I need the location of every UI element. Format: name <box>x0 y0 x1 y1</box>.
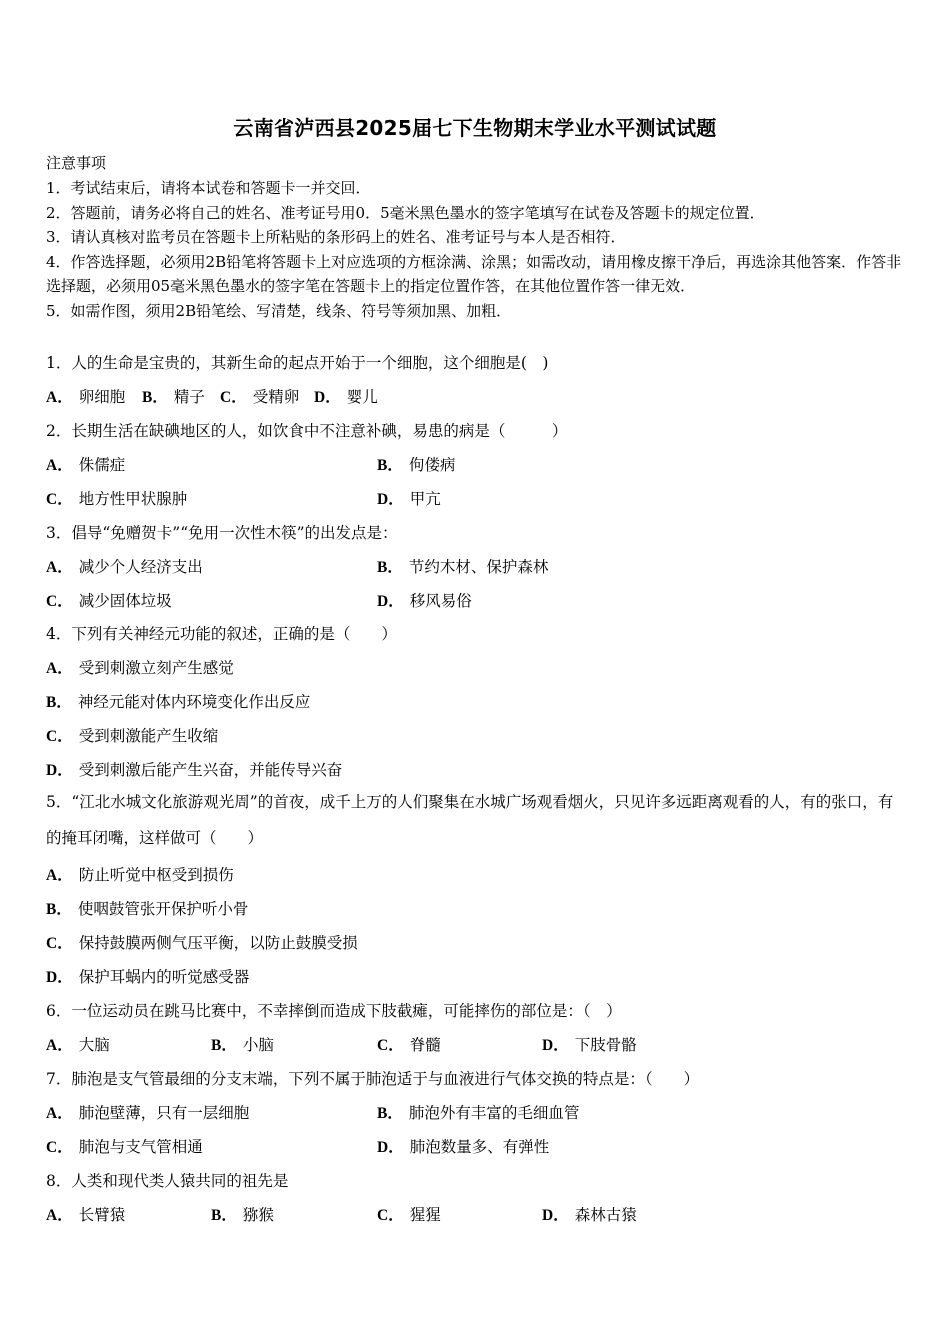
question-5-stem: 5．“江北水城文化旅游观光周”的首夜，成千上万的人们聚集在水城广场观看烟火，只见许多远距离观看的人，有的张口，有的掩耳闭嘴，这样做可（ ） <box>46 793 894 847</box>
question-3-stem: 3．倡导“免赠贺卡”“免用一次性木筷”的出发点是： <box>46 524 398 542</box>
question-7-option-d: D． 肺泡数量多、有弹性 <box>377 1138 550 1156</box>
question-4-option-a: A． 受到刺激立刻产生感觉 <box>46 659 234 677</box>
question-7-option-b: B． 肺泡外有丰富的毛细血管 <box>377 1104 580 1122</box>
question-7-option-a: A． 肺泡壁薄，只有一层细胞 <box>46 1104 250 1122</box>
question-3-option-b: B． 节约木材、保护森林 <box>377 558 549 576</box>
notice-item: 3．请认真核对监考员在答题卡上所粘贴的条形码上的姓名、准考证号与本人是否相符． <box>46 228 626 246</box>
question-7-stem: 7．肺泡是支气管最细的分支末端，下列不属于肺泡适于与血液进行气体交换的特点是：（ ） <box>46 1070 700 1088</box>
notice-list <box>46 176 904 323</box>
question-4-stem: 4．下列有关神经元功能的叙述，正确的是（ ） <box>46 625 397 643</box>
question-2-option-d: D． 甲亢 <box>377 490 441 508</box>
question-1-option-a: A． 卵细胞 <box>46 388 126 406</box>
question-8-option-d: D． 森林古猿 <box>542 1206 637 1224</box>
question-6-stem: 6．一位运动员在跳马比赛中，不幸摔倒而造成下肢截瘫，可能摔伤的部位是：（ ） <box>46 1002 622 1020</box>
question-8-option-b: B． 猕猴 <box>211 1206 274 1224</box>
question-1-option-b: B． 精子 <box>142 388 205 406</box>
notice-item: 5．如需作图，须用2B铅笔绘、写清楚，线条、符号等须加黑、加粗． <box>46 301 512 320</box>
page-title: 云南省泸西县2025届七下生物期末学业水平测试试题 <box>233 116 717 140</box>
question-4-option-b: B． 神经元能对体内环境变化作出反应 <box>46 693 311 711</box>
question-6-option-a: A． 大脑 <box>46 1036 110 1054</box>
question-2-option-c: C． 地方性甲状腺肿 <box>46 490 188 508</box>
question-5-option-d: D． 保护耳蜗内的听觉感受器 <box>46 968 250 986</box>
notice-item: 1．考试结束后，请将本试卷和答题卡一并交回． <box>46 179 371 197</box>
question-6-option-b: B． 小脑 <box>211 1036 274 1054</box>
question-5-option-c: C． 保持鼓膜两侧气压平衡，以防止鼓膜受损 <box>46 934 358 952</box>
question-8-option-c: C． 猩猩 <box>377 1206 441 1224</box>
question-4-option-c: C． 受到刺激能产生收缩 <box>46 727 219 745</box>
question-1-option-c: C． 受精卵 <box>220 388 300 406</box>
notice-heading: 注意事项 <box>46 154 107 172</box>
question-1-option-d: D． 婴儿 <box>314 388 378 406</box>
question-3-option-c: C． 减少固体垃圾 <box>46 592 172 610</box>
notice-item: 2．答题前，请务必将自己的姓名、准考证号用0．5毫米黑色墨水的签字笔填写在试卷及答题卡的规定位置． <box>46 203 765 222</box>
question-5-option-a: A． 防止听觉中枢受到损伤 <box>46 866 234 884</box>
question-3-option-d: D． 移风易俗 <box>377 592 472 610</box>
notice-item: 4．作答选择题，必须用2B铅笔将答题卡上对应选项的方框涂满、涂黑；如需改动，请用橡皮擦干净后，再选涂其他答案．作答非选择题，必须用05毫米黑色墨水的签字笔在答题卡上的指定位置作答，在其他位置作答一律无效． <box>46 252 902 295</box>
question-2-option-a: A． 侏儒症 <box>46 456 126 474</box>
question-7-option-c: C． 肺泡与支气管相通 <box>46 1138 203 1156</box>
question-2-stem: 2．长期生活在缺碘地区的人，如饮食中不注意补碘，易患的病是（ ） <box>46 422 568 440</box>
question-6-option-d: D． 下肢骨骼 <box>542 1036 637 1054</box>
question-3-option-a: A． 减少个人经济支出 <box>46 558 203 576</box>
question-8-stem: 8．人类和现代类人猿共同的祖先是 <box>46 1172 289 1190</box>
question-4-option-d: D． 受到刺激后能产生兴奋，并能传导兴奋 <box>46 761 343 779</box>
question-6-option-c: C． 脊髓 <box>377 1036 441 1054</box>
question-8-option-a: A． 长臂猿 <box>46 1206 126 1224</box>
question-5-option-b: B． 使咽鼓管张开保护听小骨 <box>46 900 249 918</box>
question-1-stem: 1．人的生命是宝贵的，其新生命的起点开始于一个细胞，这个细胞是( ) <box>46 354 549 372</box>
question-2-option-b: B． 佝偻病 <box>377 456 456 474</box>
